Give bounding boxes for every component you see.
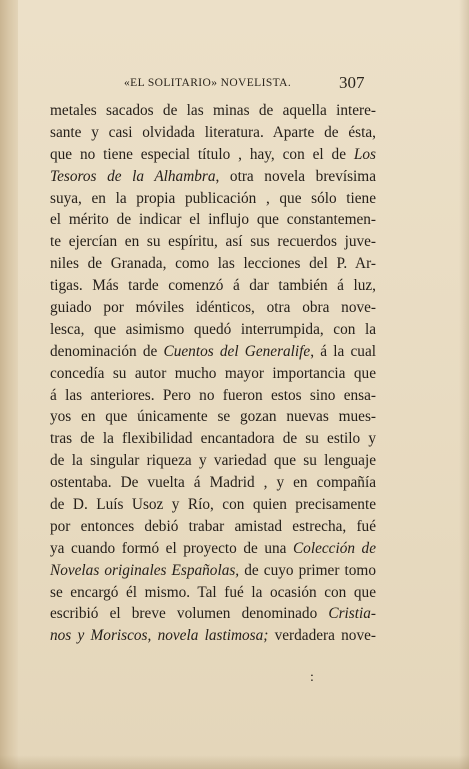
text-line xyxy=(50,560,376,582)
text-segment: se encargó él mismo. Tal fué la ocasión con que xyxy=(50,583,376,601)
text-segment: lesca, que asimismo quedó interrumpida, con la xyxy=(50,320,376,338)
text-segment: ostentaba. De vuelta á Madrid , y en compañía xyxy=(50,474,376,492)
text-line xyxy=(50,209,376,231)
text-segment: , otra novela brevísima xyxy=(215,167,376,185)
text-segment: yos en que únicamente se gozan nuevas mues- xyxy=(50,408,376,426)
signature-mark: : xyxy=(310,670,314,685)
italic-title: Cristia- xyxy=(328,605,376,623)
text-line xyxy=(50,341,376,363)
text-segment: denominación de xyxy=(50,342,164,360)
running-head: «EL SOLITARIO» NOVELISTA. xyxy=(124,77,292,89)
text-line xyxy=(50,538,376,560)
text-segment: por entonces debió trabar amistad estrecha, fué xyxy=(50,517,376,535)
italic-title: Cuentos del Generalife xyxy=(163,342,311,360)
text-line xyxy=(50,603,376,625)
text-segment: concedía su autor mucho mayor importancia que xyxy=(50,364,376,382)
text-segment: escribió el breve volumen denominado xyxy=(50,605,329,623)
text-line xyxy=(50,122,376,144)
text-segment: tigas. Más tarde comenzó á dar también á luz, xyxy=(50,277,376,295)
text-line xyxy=(50,494,376,516)
text-segment: suya, en la propia publicación , que sólo tiene xyxy=(50,189,376,207)
text-segment: guiado por móviles idénticos, otra obra nove- xyxy=(50,299,376,317)
text-segment: tras de la flexibilidad encantadora de su estilo y xyxy=(50,430,376,448)
text-line xyxy=(50,144,376,166)
text-segment: de la singular riqueza y variedad que su lenguaje xyxy=(50,452,376,470)
text-line xyxy=(50,516,376,538)
text-segment: que no tiene especial título , hay, con el de xyxy=(50,145,354,163)
text-line xyxy=(50,363,376,385)
italic-title: nos y Moriscos, novela lastimosa; xyxy=(50,627,269,645)
body-text xyxy=(50,100,376,647)
text-line xyxy=(50,385,376,407)
italic-title: Tesoros de la Alhambra xyxy=(50,167,216,185)
text-line xyxy=(50,253,376,275)
page-number: 307 xyxy=(339,73,365,92)
page-gutter-edge xyxy=(0,0,18,769)
text-line xyxy=(50,450,376,472)
text-line xyxy=(50,428,376,450)
text-line xyxy=(50,100,376,122)
text-segment: sante y casi olvidada literatura. Aparte de ésta, xyxy=(50,123,376,141)
italic-title: Los xyxy=(353,145,376,163)
text-segment: metales sacados de las minas de aquella intere- xyxy=(50,102,376,119)
text-segment: de D. Luís Usoz y Río, con quien precisamente xyxy=(50,496,376,514)
text-segment: el mérito de indicar el influjo que constantemen- xyxy=(50,211,376,229)
text-line xyxy=(50,319,376,341)
text-segment: niles de Granada, como las lecciones del P. Ar- xyxy=(50,255,376,273)
text-segment: á las anteriores. Pero no fueron estos sino ensa- xyxy=(50,386,376,404)
text-segment: te ejercían en su espíritu, así sus recuerdos juve- xyxy=(50,233,376,251)
text-line xyxy=(50,166,376,188)
text-line xyxy=(50,275,376,297)
text-line xyxy=(50,231,376,253)
page-right-shadow xyxy=(459,0,469,769)
text-line xyxy=(50,472,376,494)
text-line xyxy=(50,625,376,647)
page-bottom-shadow xyxy=(0,755,469,769)
text-segment: ya cuando formó el proyecto de una xyxy=(50,539,293,557)
text-line xyxy=(50,582,376,604)
text-segment: de cuyo primer tomo xyxy=(239,561,376,579)
text-line xyxy=(50,406,376,428)
text-segment: , á la cual xyxy=(310,342,376,360)
italic-title: Colección de xyxy=(292,539,376,557)
text-line xyxy=(50,188,376,210)
text-line xyxy=(50,297,376,319)
text-segment: verdadera nove- xyxy=(268,627,376,645)
italic-title: Novelas originales Españolas, xyxy=(50,561,240,579)
